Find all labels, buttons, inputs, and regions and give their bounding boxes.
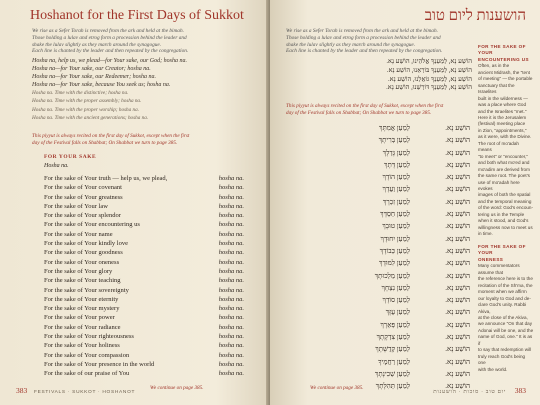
hebrew-sake-text: לְמַעַן זִכְרָךְ (382, 197, 410, 206)
sake-text: For the sake of Your presence in the world (44, 360, 155, 368)
commentary-heading: FOR THE SAKE OF YOUR (478, 244, 526, 256)
sake-text: For the sake of Your goodness (44, 249, 123, 257)
opening-line: Hosha na. Time with the proper worship; hosha na. (32, 106, 140, 113)
hebrew-response-text: הוֹשַׁע נָא. (445, 308, 470, 317)
list-item (340, 319, 470, 331)
right-page (270, 0, 540, 405)
list-item (340, 233, 470, 245)
response-text: hosha na. (218, 351, 244, 359)
list-item (340, 245, 470, 257)
list-item (340, 208, 470, 220)
page-number: 383 (514, 386, 526, 395)
list-item (44, 267, 244, 276)
intro-line: Those holding a lulav and etrog form a procession behind the leader and (32, 34, 187, 41)
intro-instructions (32, 28, 260, 55)
hebrew-sake-text: לְמַעַן סוֹדָךְ (382, 296, 410, 305)
list-item (44, 239, 244, 248)
sake-text: For the sake of our praise of You (44, 370, 130, 378)
commentary-line: we announce "On that day (478, 321, 532, 327)
list-item (44, 360, 244, 369)
commentary-line: willingness now to meet us (478, 224, 533, 230)
list-item (340, 294, 470, 306)
sake-text: For the sake of Your radiance (44, 323, 121, 331)
response-text: hosha na. (218, 249, 244, 257)
intro-line: shake the lulav slightly as they march around the synagogue. (32, 41, 162, 48)
commentary-line: the same root. The poet's (478, 173, 530, 179)
commentary-line: in time. (478, 231, 493, 237)
list-item (340, 368, 470, 380)
commentary-line: and the temporal meaning (478, 198, 532, 204)
list-item (340, 147, 470, 159)
list-item (44, 183, 244, 192)
list-item (44, 174, 244, 183)
response-text: hosha na. (218, 277, 244, 285)
list-item (44, 193, 244, 202)
list-item (44, 220, 244, 229)
list-item (44, 211, 244, 220)
hebrew-response-text: הוֹשַׁע נָא. (445, 124, 470, 132)
response-text: hosha na. (218, 202, 244, 210)
commentary-heading: ENCOUNTERING US (478, 56, 529, 62)
hebrew-response-text: הוֹשַׁע נָא. (445, 210, 470, 219)
intro-line: We rise as a Sefer Torah is removed from the ark and held at the bimah. (32, 28, 184, 34)
sake-text: For the sake of Your righteousness (44, 333, 134, 341)
commentary-line: as it were, with the Divine. (478, 134, 532, 140)
opening-line: Hosha na. Time with the distinctive; hosha na. (32, 90, 129, 97)
hebrew-response-text: הוֹשַׁע נָא. (445, 296, 470, 305)
hebrew-response-text: הוֹשַׁע נָא. (445, 222, 470, 231)
continue-note: We continue on page 385. (150, 385, 204, 391)
response-text: hosha na. (218, 193, 244, 201)
list-item (340, 356, 470, 368)
list-item (44, 202, 244, 211)
running-footer: יום טוב · סוכות · הושענות (433, 389, 506, 395)
hebrew-response-text: הוֹשַׁע נָא. (445, 369, 470, 378)
response-text: hosha na. (218, 360, 244, 368)
hebrew-response-text: הוֹשַׁע נָא. (445, 246, 470, 255)
hebrew-sake-text: לְמַעַן הוֹדָךְ (382, 173, 410, 182)
list-item (44, 304, 244, 313)
commentary-line: mo'adim are derived from (478, 166, 530, 172)
response-text: hosha na. (218, 370, 244, 378)
commentary-line: when it stood, and God's (478, 218, 529, 224)
list-item (44, 351, 244, 360)
note-line: day of the Festival falls on Shabbat; On Shabbat we turn to page 385. (286, 109, 432, 116)
section-heading: FOR YOUR SAKE (44, 154, 97, 160)
response-text: hosha na. (218, 323, 244, 331)
page-title-hebrew: הושענות ליום טוב (424, 8, 526, 24)
response-text: hosha na. (218, 305, 244, 313)
hebrew-opening-lines (386, 58, 472, 93)
list-item (340, 343, 470, 355)
list-item (44, 332, 244, 341)
list-item (340, 270, 470, 282)
list-item (340, 306, 470, 318)
hebrew-response-text: הוֹשַׁע נָא. (445, 185, 470, 194)
intro-line: We rise as a Sefer Torah is removed from the ark and held at the bimah. (286, 28, 438, 34)
opening-line: Hosha na, help us, we plead—for Your sake, our God; hosha na. (32, 58, 187, 64)
hebrew-sake-text: לְמַעַן עֻזָּךְ (385, 308, 410, 317)
page-number: 383 (16, 386, 28, 395)
hebrew-response-text: הוֹשַׁע נָא. (445, 136, 470, 145)
hebrew-sake-text: לְמַעַן חַסְדָּךְ (380, 210, 410, 219)
hebrew-sake-text: לְמַעַן פְּאֵרָךְ (380, 320, 410, 329)
hebrew-response-text: הוֹשַׁע נָא. (445, 283, 470, 292)
commentary-line: Adonai will be one, and the (478, 327, 534, 333)
response-text: hosha na. (218, 267, 244, 275)
sake-text: For the sake of Your glory (44, 267, 113, 275)
response-text: hosha na. (218, 342, 244, 350)
list-item (44, 276, 244, 285)
running-footer: FESTIVALS · SUKKOT · HOSHANOT (34, 390, 136, 395)
list-item (44, 295, 244, 304)
hebrew-line: הוֹשַׁע נָא, לְמַעַנְךָ דּוֹרְשֵׁנוּ, הוֹשַׁע נָא. (386, 84, 472, 92)
response-text: hosha na. (218, 184, 244, 192)
hebrew-sake-text: לְמַעַן קְדֻשָּׁתָךְ (375, 345, 410, 354)
intro-line: Each line is chanted by the leader and then repeated by the congregation. (32, 48, 189, 55)
response-text: hosha na. (218, 212, 244, 220)
list-item (44, 313, 244, 322)
hebrew-sake-text: לְמַעַן טוּבָךְ (382, 222, 410, 231)
list-item (44, 248, 244, 257)
commentary-line: and the Israelites "met." (478, 108, 527, 114)
intro-line: Those holding a lulav and etrog form a procession behind the leader and (286, 34, 441, 41)
commentary-line: use of mo'adah here evokes (478, 179, 520, 191)
commentary-line: with the world. (478, 366, 508, 372)
hebrew-response-text: הוֹשַׁע נָא. (445, 271, 470, 280)
hebrew-sake-text: לְמַעַן יִחוּדָךְ (380, 234, 410, 243)
hebrew-sake-text: לְמַעַן תְּהִלָּתָךְ (375, 382, 410, 391)
commentary-line: truly reach God's being one (478, 353, 526, 366)
list-item (44, 369, 244, 378)
response-text: hosha na. (218, 230, 244, 238)
list-item (340, 171, 470, 183)
sake-text: For the sake of Your splendor (44, 212, 121, 220)
hebrew-response-text: הוֹשַׁע נָא. (445, 197, 470, 206)
commentary-line: The root of mo'adah means (478, 140, 519, 153)
hebrew-sake-text: לְמַעַן גָּדְלָךְ (382, 148, 410, 157)
commentary-line: at the close of the Akiva, (478, 315, 528, 321)
note-line: day of the Festival falls on Shabbat; On Shabbat we turn to page 385. (32, 139, 178, 146)
commentary-line: sanctuary that the Israelites (478, 82, 515, 95)
commentary-line: Here it is the Jerusalem (478, 114, 527, 120)
response-text: hosha na. (218, 240, 244, 248)
commentary-line: in Zion, "appointments," (478, 127, 527, 133)
commentary-line: was a place where God (478, 102, 527, 108)
commentary-line: our loyalty to God and de- (478, 295, 531, 301)
commentary-line: Often, as in the (478, 63, 510, 69)
commentary-line: recitation of the Sh'ma, the (478, 282, 533, 288)
commentary-column (478, 44, 534, 373)
commentary-heading: ONENESS (478, 256, 504, 262)
hebrew-sake-text: לְמַעַן דָּתָךְ (384, 160, 410, 169)
response-text: hosha na. (218, 295, 244, 303)
opening-line: Hosha na—for Your sake, our Redeemer; hosha na. (32, 74, 156, 81)
commentary-line: of meeting" — the portable (478, 76, 533, 82)
commentary-line: tering us in the Temple (478, 211, 525, 217)
hebrew-sake-text: לְמַעַן שְׁכִינָתָךְ (374, 369, 410, 378)
hebrew-response-text: הוֹשַׁע נָא. (445, 148, 470, 157)
commentary-line: images of both the spatial (478, 192, 531, 198)
sake-text: For the sake of Your teaching (44, 277, 121, 285)
hebrew-sake-text: לְמַעַן רַחֲמֶיךָ (378, 357, 410, 366)
sake-text: For the sake of Your sovereignty (44, 286, 129, 294)
sake-text: For the sake of Your truth — help us, we plead, (44, 175, 168, 182)
response-text: hosha na. (218, 258, 244, 266)
hebrew-sake-text: לְמַעַן אֲמִתָּךְ (379, 124, 410, 132)
list-item (340, 257, 470, 269)
hebrew-response-text: הוֹשַׁע נָא. (445, 333, 470, 342)
hebrew-for-the-sake-list (340, 122, 470, 393)
list-item (44, 341, 244, 350)
for-the-sake-list (44, 174, 244, 379)
hebrew-response-text: הוֹשַׁע נָא. (445, 357, 470, 366)
sake-text: For the sake of Your eternity (44, 295, 119, 303)
list-item (44, 286, 244, 295)
hebrew-sake-text: לְמַעַן בְּרִיתָךְ (378, 136, 410, 145)
intro-line: shake the lulav slightly as they march around the synagogue. (286, 41, 416, 48)
sake-text: For the sake of Your mystery (44, 305, 120, 313)
opening-line: Hosha na. Time with the proper assembly; hosha na. (32, 98, 142, 105)
commentary-line: and both what mo'ed and (478, 160, 530, 166)
sake-text: For the sake of Your covenant (44, 184, 122, 192)
list-item (340, 122, 470, 134)
list-item (340, 220, 470, 232)
hebrew-line: הוֹשַׁע נָא, לְמַעַנְךָ אֱלֹהֵינוּ, הוֹשַׁע נָא. (386, 58, 472, 65)
intro-line: Each line is chanted by the leader and then repeated by the congregation. (286, 48, 443, 55)
shabbat-note (32, 133, 262, 146)
commentary-line: (festival) meeting place (478, 121, 526, 127)
sake-text: For the sake of Your oneness (44, 258, 120, 266)
hebrew-line: הוֹשַׁע נָא, לְמַעַנְךָ בּוֹרְאֵנוּ, הוֹשַׁע נָא. (386, 66, 472, 74)
response-text: hosha na. (218, 175, 244, 182)
hebrew-sake-text: לְמַעַן מַלְכוּתָךְ (374, 271, 410, 280)
opening-line: Hosha na—for Your sake, because You seek us; hosha na. (32, 82, 171, 89)
shabbat-note (286, 103, 464, 116)
sake-text: For the sake of Your kindly love (44, 240, 128, 248)
hebrew-line: הוֹשַׁע נָא, לְמַעַנְךָ גּוֹאֲלֵנוּ, הוֹשַׁע נָא. (388, 75, 472, 83)
note-line: This piyyut is always recited on the first day of Sukkot, except when the first (286, 103, 444, 109)
commentary-line: ancient Midrash, the "tent (478, 69, 530, 75)
hosha-na-label: Hosha na. (44, 163, 69, 169)
sake-text: For the sake of Your name (44, 230, 113, 238)
list-item (44, 230, 244, 239)
commentary-line: clare God's unity. Rabbi Akiva, (478, 302, 527, 314)
sake-text: For the sake of Your holiness (44, 342, 120, 350)
sake-text: For the sake of Your greatness (44, 193, 123, 201)
hebrew-response-text: הוֹשַׁע נָא. (445, 234, 470, 243)
hebrew-sake-text: לְמַעַן לִמּוּדָךְ (379, 259, 410, 268)
list-item (340, 159, 470, 171)
commentary-line: of the word: God's encoun- (478, 205, 534, 211)
commentary-line: the reference here is to the (478, 276, 533, 282)
commentary-line: to say that redemption will (478, 347, 532, 353)
sake-text: For the sake of Your encountering us (44, 221, 140, 229)
list-item (340, 196, 470, 208)
hebrew-sake-text: לְמַעַן כְּבוֹדָךְ (379, 246, 410, 255)
response-text: hosha na. (218, 314, 244, 322)
hebrew-response-text: הוֹשַׁע נָא. (445, 160, 470, 169)
list-item (44, 323, 244, 332)
response-text: hosha na. (218, 286, 244, 294)
opening-lines (32, 57, 260, 122)
sake-text: For the sake of Your compassion (44, 351, 130, 359)
hebrew-sake-text: לְמַעַן וַעֲדָךְ (382, 185, 410, 194)
opening-line: Hosha na. Time with the ancient generations; hosha na. (32, 114, 149, 121)
page-title-english: Hoshanot for the First Days of Sukkot (30, 8, 244, 23)
list-item (340, 134, 470, 146)
commentary-line: "to meet" or "encounter," (478, 153, 528, 159)
hebrew-sake-text: לְמַעַן נִצְחָךְ (381, 283, 410, 292)
list-item (44, 258, 244, 267)
hebrew-response-text: הוֹשַׁע נָא. (445, 173, 470, 182)
commentary-line: name of God, one." It is as if (478, 334, 533, 346)
list-item (340, 183, 470, 195)
commentary-line: moment when we affirm (478, 289, 527, 295)
response-text: hosha na. (218, 333, 244, 341)
intro-instructions (286, 28, 454, 55)
sake-text: For the sake of Your power (44, 314, 115, 322)
list-item (340, 331, 470, 343)
hebrew-response-text: הוֹשַׁע נָא. (445, 320, 470, 329)
hebrew-response-text: הוֹשַׁע נָא. (445, 382, 470, 391)
opening-line: Hosha na—for Your sake, our Creator; hosha na. (32, 66, 151, 73)
hebrew-response-text: הוֹשַׁע נָא. (445, 259, 470, 268)
commentary-line: built in the wilderness — (478, 95, 528, 101)
commentary-line: Many commentators assume that (478, 263, 520, 275)
note-line: This piyyut is always recited on the first day of Sukkot, except when the first (32, 133, 190, 139)
list-item (340, 282, 470, 294)
continue-note: We continue on page 385. (310, 385, 364, 391)
response-text: hosha na. (218, 221, 244, 229)
hebrew-sake-text: לְמַעַן צִדְקָתָךְ (376, 333, 410, 342)
sake-text: For the sake of Your law (44, 202, 108, 210)
commentary-heading: FOR THE SAKE OF YOUR (478, 44, 526, 56)
hebrew-response-text: הוֹשַׁע נָא. (445, 345, 470, 354)
